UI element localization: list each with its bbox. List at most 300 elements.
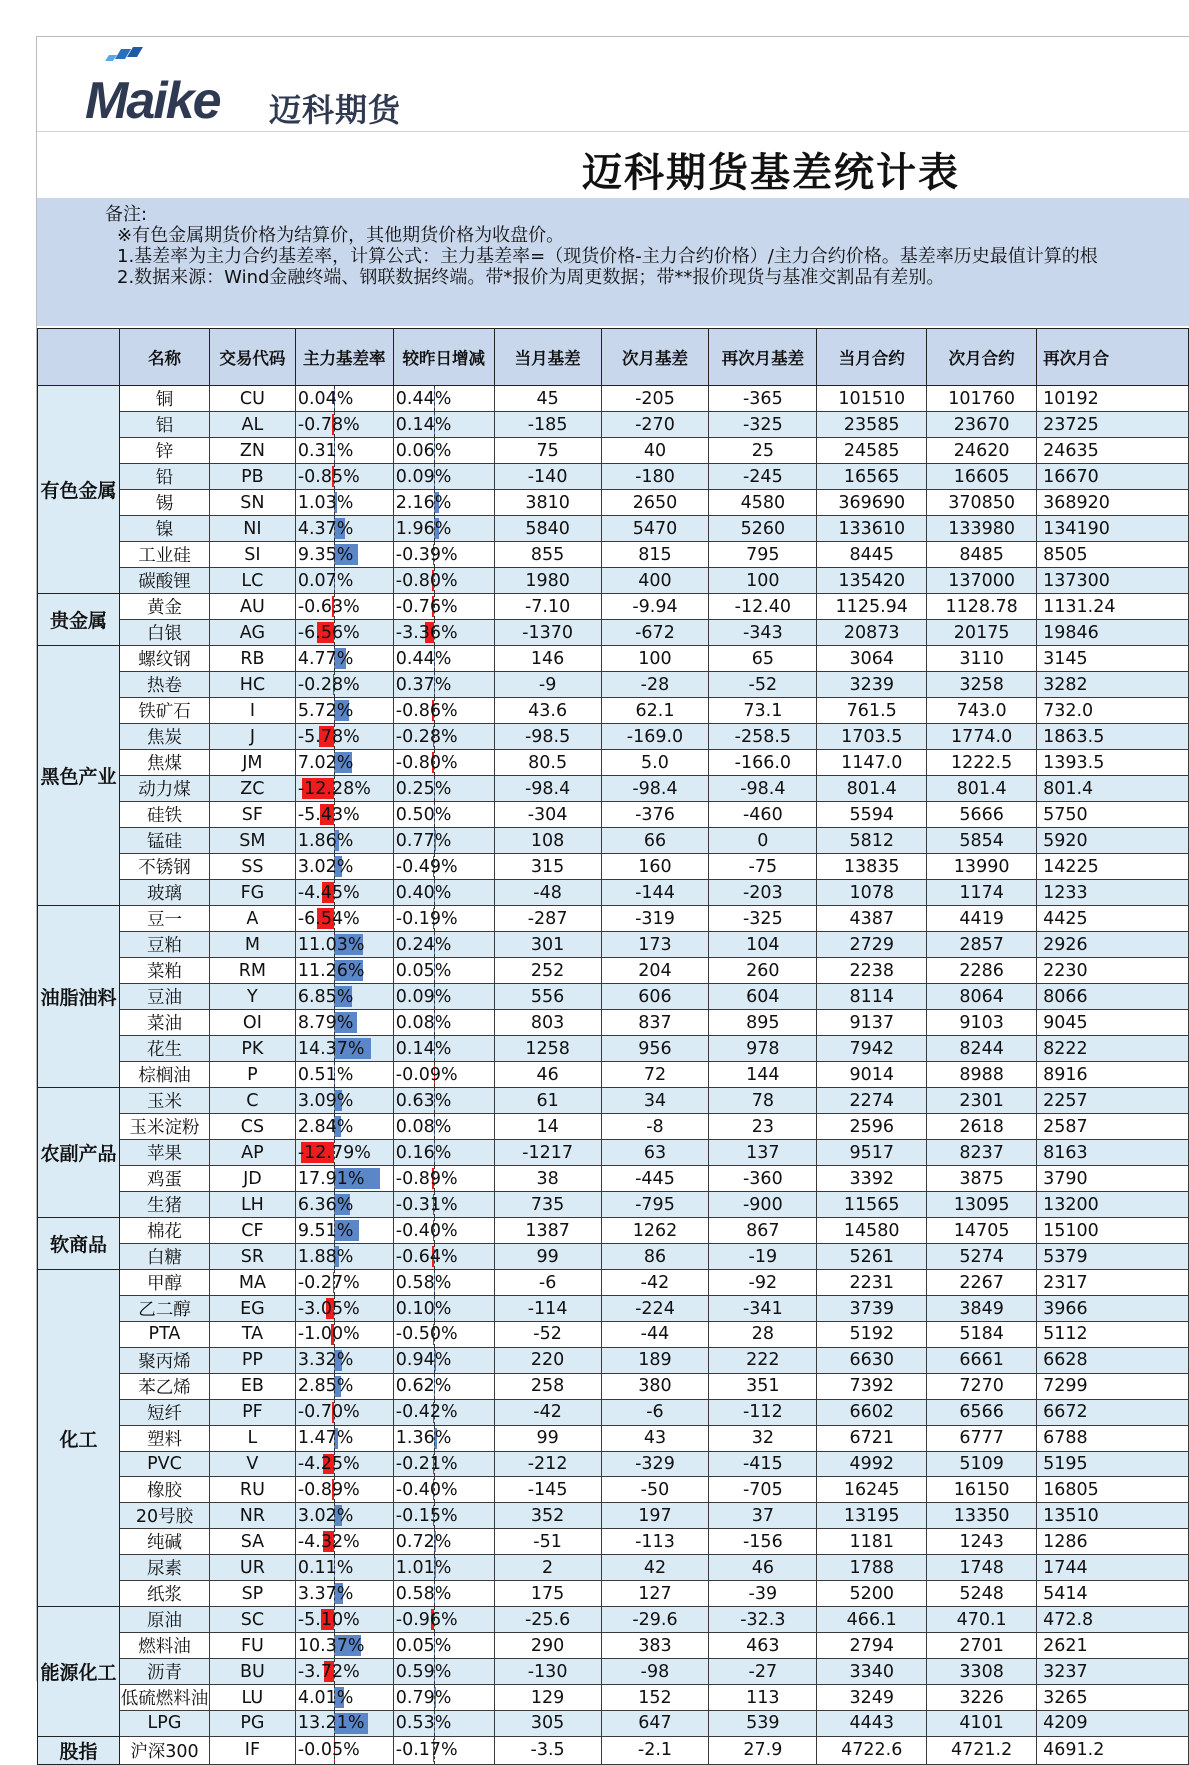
name-cell[interactable]: 白银 [119,620,209,646]
category-cell[interactable]: 贵金属 [38,594,120,646]
name-cell[interactable]: 纯碱 [119,1529,209,1555]
m3-contract-cell[interactable]: 6628 [1037,1347,1189,1373]
m2-basis-cell[interactable]: 42 [601,1555,709,1581]
m2-contract-cell[interactable]: 101760 [927,386,1037,412]
m1-basis-cell[interactable]: -42 [494,1399,601,1425]
change-cell[interactable] [393,1633,494,1659]
m1-contract-cell[interactable]: 2274 [817,1088,927,1114]
m1-contract-cell[interactable]: 133610 [817,516,927,542]
code-cell[interactable]: UR [209,1555,295,1581]
m1-contract-cell[interactable]: 2794 [817,1633,927,1659]
m2-basis-cell[interactable]: -42 [601,1270,709,1296]
name-cell[interactable]: 短纤 [119,1399,209,1425]
m1-contract-cell[interactable]: 135420 [817,568,927,594]
m3-basis-cell[interactable]: -343 [709,620,817,646]
code-cell[interactable]: J [209,724,295,750]
m2-basis-cell[interactable]: 127 [601,1581,709,1607]
change-cell[interactable] [393,776,494,802]
m2-contract-cell[interactable]: 13990 [927,854,1037,880]
m1-basis-cell[interactable]: -51 [494,1529,601,1555]
change-cell[interactable] [393,568,494,594]
m2-basis-cell[interactable]: -98.4 [601,776,709,802]
rate-cell[interactable] [295,1581,393,1607]
name-cell[interactable]: 棕榈油 [119,1062,209,1088]
name-cell[interactable]: 沪深300 [119,1736,209,1764]
change-cell[interactable] [393,802,494,828]
m3-contract-cell[interactable]: 2926 [1037,932,1189,958]
m1-basis-cell[interactable]: 175 [494,1581,601,1607]
m1-contract-cell[interactable]: 6630 [817,1347,927,1373]
m3-basis-cell[interactable]: 23 [709,1114,817,1140]
m1-basis-cell[interactable]: -3.5 [494,1736,601,1764]
m1-basis-cell[interactable]: 1387 [494,1218,601,1244]
m3-contract-cell[interactable]: 5195 [1037,1451,1189,1477]
name-cell[interactable]: LPG [119,1711,209,1737]
m3-contract-cell[interactable]: 2317 [1037,1270,1189,1296]
m2-basis-cell[interactable]: -445 [601,1166,709,1192]
m2-contract-cell[interactable]: 13095 [927,1192,1037,1218]
m1-basis-cell[interactable]: 301 [494,932,601,958]
m3-basis-cell[interactable]: 104 [709,932,817,958]
m2-contract-cell[interactable]: 3308 [927,1659,1037,1685]
m3-contract-cell[interactable]: 3966 [1037,1296,1189,1322]
m1-basis-cell[interactable]: 129 [494,1685,601,1711]
change-cell[interactable] [393,1270,494,1296]
m2-basis-cell[interactable]: -50 [601,1477,709,1503]
m1-contract-cell[interactable]: 4722.6 [817,1736,927,1764]
m3-basis-cell[interactable]: -39 [709,1581,817,1607]
m1-contract-cell[interactable]: 2729 [817,932,927,958]
change-cell[interactable] [393,1296,494,1322]
code-cell[interactable]: Y [209,984,295,1010]
m3-contract-cell[interactable]: 732.0 [1037,698,1189,724]
change-cell[interactable] [393,516,494,542]
m2-contract-cell[interactable]: 8064 [927,984,1037,1010]
m2-contract-cell[interactable]: 5248 [927,1581,1037,1607]
m3-basis-cell[interactable]: -92 [709,1270,817,1296]
change-cell[interactable] [393,438,494,464]
name-cell[interactable]: 铅 [119,464,209,490]
m3-basis-cell[interactable]: 539 [709,1711,817,1737]
name-cell[interactable]: 镍 [119,516,209,542]
name-cell[interactable]: 苯乙烯 [119,1373,209,1399]
m1-contract-cell[interactable]: 5192 [817,1322,927,1348]
m3-contract-cell[interactable]: 8505 [1037,542,1189,568]
m1-contract-cell[interactable]: 6721 [817,1425,927,1451]
code-cell[interactable]: ZN [209,438,295,464]
m1-contract-cell[interactable]: 3249 [817,1685,927,1711]
m2-basis-cell[interactable]: 383 [601,1633,709,1659]
code-cell[interactable]: M [209,932,295,958]
m2-basis-cell[interactable]: 86 [601,1244,709,1270]
m1-contract-cell[interactable]: 14580 [817,1218,927,1244]
m1-basis-cell[interactable]: 2 [494,1555,601,1581]
m3-contract-cell[interactable]: 5920 [1037,828,1189,854]
m1-basis-cell[interactable]: -1217 [494,1140,601,1166]
m2-contract-cell[interactable]: 6566 [927,1399,1037,1425]
rate-cell[interactable] [295,880,393,906]
m2-basis-cell[interactable]: -169.0 [601,724,709,750]
m3-contract-cell[interactable]: 10192 [1037,386,1189,412]
m1-contract-cell[interactable]: 1125.94 [817,594,927,620]
m2-basis-cell[interactable]: 380 [601,1373,709,1399]
m3-contract-cell[interactable]: 472.8 [1037,1607,1189,1633]
change-cell[interactable] [393,386,494,412]
name-cell[interactable]: 黄金 [119,594,209,620]
m3-basis-cell[interactable]: 463 [709,1633,817,1659]
m1-contract-cell[interactable]: 4443 [817,1711,927,1737]
m3-basis-cell[interactable]: -52 [709,672,817,698]
m2-contract-cell[interactable]: 1774.0 [927,724,1037,750]
category-cell[interactable]: 农副产品 [38,1088,120,1218]
rate-cell[interactable] [295,1736,393,1764]
m3-basis-cell[interactable]: 28 [709,1322,817,1348]
m2-basis-cell[interactable]: -205 [601,386,709,412]
m1-basis-cell[interactable]: 5840 [494,516,601,542]
m2-basis-cell[interactable]: 100 [601,646,709,672]
m1-basis-cell[interactable]: -6 [494,1270,601,1296]
m1-basis-cell[interactable]: 290 [494,1633,601,1659]
rate-cell[interactable] [295,932,393,958]
m2-basis-cell[interactable]: 62.1 [601,698,709,724]
m1-contract-cell[interactable]: 2231 [817,1270,927,1296]
code-cell[interactable]: RU [209,1477,295,1503]
m3-contract-cell[interactable]: 15100 [1037,1218,1189,1244]
rate-cell[interactable] [295,1425,393,1451]
m1-basis-cell[interactable]: -185 [494,412,601,438]
m3-basis-cell[interactable]: -12.40 [709,594,817,620]
m2-contract-cell[interactable]: 3258 [927,672,1037,698]
m3-basis-cell[interactable]: 795 [709,542,817,568]
m1-basis-cell[interactable]: -287 [494,906,601,932]
m2-contract-cell[interactable]: 2301 [927,1088,1037,1114]
change-cell[interactable] [393,1399,494,1425]
change-cell[interactable] [393,750,494,776]
m1-basis-cell[interactable]: -48 [494,880,601,906]
m1-basis-cell[interactable]: -304 [494,802,601,828]
name-cell[interactable]: 铜 [119,386,209,412]
code-cell[interactable]: HC [209,672,295,698]
m1-basis-cell[interactable]: 735 [494,1192,601,1218]
m2-basis-cell[interactable]: -795 [601,1192,709,1218]
change-cell[interactable] [393,1347,494,1373]
m3-basis-cell[interactable]: 260 [709,958,817,984]
m2-contract-cell[interactable]: 6661 [927,1347,1037,1373]
m1-contract-cell[interactable]: 16565 [817,464,927,490]
rate-cell[interactable] [295,1192,393,1218]
m3-contract-cell[interactable]: 134190 [1037,516,1189,542]
code-cell[interactable]: BU [209,1659,295,1685]
rate-cell[interactable] [295,438,393,464]
m2-basis-cell[interactable]: -224 [601,1296,709,1322]
m1-contract-cell[interactable]: 7392 [817,1373,927,1399]
m1-basis-cell[interactable]: 99 [494,1244,601,1270]
name-cell[interactable]: 原油 [119,1607,209,1633]
m3-basis-cell[interactable]: -325 [709,412,817,438]
header-cell-m1-contract[interactable]: 当月合约 [817,329,927,386]
m3-contract-cell[interactable]: 3237 [1037,1659,1189,1685]
change-cell[interactable] [393,672,494,698]
m1-basis-cell[interactable]: 99 [494,1425,601,1451]
name-cell[interactable]: 生猪 [119,1192,209,1218]
rate-cell[interactable] [295,1244,393,1270]
m1-contract-cell[interactable]: 4992 [817,1451,927,1477]
m2-contract-cell[interactable]: 370850 [927,490,1037,516]
name-cell[interactable]: 纸浆 [119,1581,209,1607]
header-cell-m2-contract[interactable]: 次月合约 [927,329,1037,386]
m3-basis-cell[interactable]: -415 [709,1451,817,1477]
m2-contract-cell[interactable]: 6777 [927,1425,1037,1451]
code-cell[interactable]: C [209,1088,295,1114]
m2-basis-cell[interactable]: 956 [601,1036,709,1062]
m2-basis-cell[interactable]: 189 [601,1347,709,1373]
m2-contract-cell[interactable]: 5854 [927,828,1037,854]
rate-cell[interactable] [295,1062,393,1088]
m2-basis-cell[interactable]: 160 [601,854,709,880]
m2-contract-cell[interactable]: 2618 [927,1114,1037,1140]
m3-contract-cell[interactable]: 8916 [1037,1062,1189,1088]
m3-basis-cell[interactable]: -341 [709,1296,817,1322]
m1-contract-cell[interactable]: 5812 [817,828,927,854]
code-cell[interactable]: PP [209,1347,295,1373]
code-cell[interactable]: P [209,1062,295,1088]
change-cell[interactable] [393,1451,494,1477]
m2-contract-cell[interactable]: 8244 [927,1036,1037,1062]
rate-cell[interactable] [295,776,393,802]
rate-cell[interactable] [295,906,393,932]
m3-contract-cell[interactable]: 4691.2 [1037,1736,1189,1764]
m2-contract-cell[interactable]: 3110 [927,646,1037,672]
m3-contract-cell[interactable]: 16805 [1037,1477,1189,1503]
code-cell[interactable]: PG [209,1711,295,1737]
code-cell[interactable]: PF [209,1399,295,1425]
m1-basis-cell[interactable]: 46 [494,1062,601,1088]
m2-contract-cell[interactable]: 20175 [927,620,1037,646]
code-cell[interactable]: L [209,1425,295,1451]
name-cell[interactable]: 花生 [119,1036,209,1062]
change-cell[interactable] [393,490,494,516]
m2-contract-cell[interactable]: 5274 [927,1244,1037,1270]
name-cell[interactable]: 20号胶 [119,1503,209,1529]
m1-basis-cell[interactable]: 1258 [494,1036,601,1062]
code-cell[interactable]: SR [209,1244,295,1270]
change-cell[interactable] [393,1425,494,1451]
m2-contract-cell[interactable]: 9103 [927,1010,1037,1036]
code-cell[interactable]: AP [209,1140,295,1166]
m1-basis-cell[interactable]: -25.6 [494,1607,601,1633]
m2-contract-cell[interactable]: 5666 [927,802,1037,828]
m3-contract-cell[interactable]: 4425 [1037,906,1189,932]
m1-contract-cell[interactable]: 3392 [817,1166,927,1192]
m1-basis-cell[interactable]: 61 [494,1088,601,1114]
code-cell[interactable]: LU [209,1685,295,1711]
m2-contract-cell[interactable]: 2857 [927,932,1037,958]
m2-contract-cell[interactable]: 13350 [927,1503,1037,1529]
rate-cell[interactable] [295,1685,393,1711]
change-cell[interactable] [393,1711,494,1737]
change-cell[interactable] [393,620,494,646]
m1-contract-cell[interactable]: 9517 [817,1140,927,1166]
rate-cell[interactable] [295,1399,393,1425]
m2-basis-cell[interactable]: 2650 [601,490,709,516]
m2-contract-cell[interactable]: 470.1 [927,1607,1037,1633]
change-cell[interactable] [393,1685,494,1711]
m1-contract-cell[interactable]: 16245 [817,1477,927,1503]
code-cell[interactable]: PB [209,464,295,490]
m3-basis-cell[interactable]: 137 [709,1140,817,1166]
m1-basis-cell[interactable]: 38 [494,1166,601,1192]
m2-contract-cell[interactable]: 7270 [927,1373,1037,1399]
m3-contract-cell[interactable]: 1863.5 [1037,724,1189,750]
change-cell[interactable] [393,1373,494,1399]
m3-contract-cell[interactable]: 137300 [1037,568,1189,594]
code-cell[interactable]: LH [209,1192,295,1218]
m2-basis-cell[interactable]: -2.1 [601,1736,709,1764]
change-cell[interactable] [393,412,494,438]
category-cell[interactable]: 能源化工 [38,1607,120,1737]
change-cell[interactable] [393,984,494,1010]
code-cell[interactable]: CF [209,1218,295,1244]
rate-cell[interactable] [295,1711,393,1737]
m3-contract-cell[interactable]: 8163 [1037,1140,1189,1166]
m3-contract-cell[interactable]: 24635 [1037,438,1189,464]
m1-contract-cell[interactable]: 466.1 [817,1607,927,1633]
change-cell[interactable] [393,542,494,568]
m2-basis-cell[interactable]: 815 [601,542,709,568]
m3-basis-cell[interactable]: 73.1 [709,698,817,724]
m2-basis-cell[interactable]: -270 [601,412,709,438]
m3-contract-cell[interactable]: 23725 [1037,412,1189,438]
rate-cell[interactable] [295,1322,393,1348]
m2-contract-cell[interactable]: 4419 [927,906,1037,932]
name-cell[interactable]: 工业硅 [119,542,209,568]
name-cell[interactable]: 聚丙烯 [119,1347,209,1373]
m1-contract-cell[interactable]: 1703.5 [817,724,927,750]
rate-cell[interactable] [295,1114,393,1140]
change-cell[interactable] [393,1010,494,1036]
name-cell[interactable]: 菜粕 [119,958,209,984]
header-cell-m1-basis[interactable]: 当月基差 [494,329,601,386]
change-cell[interactable] [393,1218,494,1244]
header-cell-change[interactable]: 较昨日增减 [393,329,494,386]
rate-cell[interactable] [295,1036,393,1062]
m1-basis-cell[interactable]: 14 [494,1114,601,1140]
code-cell[interactable]: AU [209,594,295,620]
m3-contract-cell[interactable]: 5414 [1037,1581,1189,1607]
rate-cell[interactable] [295,1529,393,1555]
m1-contract-cell[interactable]: 8114 [817,984,927,1010]
name-cell[interactable]: 豆一 [119,906,209,932]
code-cell[interactable]: FG [209,880,295,906]
m1-basis-cell[interactable]: 80.5 [494,750,601,776]
m2-basis-cell[interactable]: -180 [601,464,709,490]
m2-basis-cell[interactable]: 40 [601,438,709,464]
m2-contract-cell[interactable]: 1222.5 [927,750,1037,776]
m3-contract-cell[interactable]: 4209 [1037,1711,1189,1737]
m1-basis-cell[interactable]: -52 [494,1322,601,1348]
m2-basis-cell[interactable]: -144 [601,880,709,906]
m1-contract-cell[interactable]: 5594 [817,802,927,828]
m1-basis-cell[interactable]: 315 [494,854,601,880]
m3-contract-cell[interactable]: 5750 [1037,802,1189,828]
m1-contract-cell[interactable]: 9014 [817,1062,927,1088]
name-cell[interactable]: 锰硅 [119,828,209,854]
category-cell[interactable]: 软商品 [38,1218,120,1270]
name-cell[interactable]: 不锈钢 [119,854,209,880]
m2-contract-cell[interactable]: 133980 [927,516,1037,542]
code-cell[interactable]: RB [209,646,295,672]
name-cell[interactable]: 沥青 [119,1659,209,1685]
rate-cell[interactable] [295,568,393,594]
m1-contract-cell[interactable]: 5261 [817,1244,927,1270]
header-cell-m3-contract[interactable]: 再次月合 [1037,329,1189,386]
m1-basis-cell[interactable]: -212 [494,1451,601,1477]
change-cell[interactable] [393,724,494,750]
m1-basis-cell[interactable]: 45 [494,386,601,412]
m3-contract-cell[interactable]: 3265 [1037,1685,1189,1711]
code-cell[interactable]: A [209,906,295,932]
m2-contract-cell[interactable]: 801.4 [927,776,1037,802]
name-cell[interactable]: PTA [119,1322,209,1348]
code-cell[interactable]: RM [209,958,295,984]
category-cell[interactable]: 黑色产业 [38,646,120,906]
code-cell[interactable]: LC [209,568,295,594]
name-cell[interactable]: 热卷 [119,672,209,698]
name-cell[interactable]: 低硫燃料油 [119,1685,209,1711]
rate-cell[interactable] [295,646,393,672]
name-cell[interactable]: 燃料油 [119,1633,209,1659]
rate-cell[interactable] [295,1373,393,1399]
code-cell[interactable]: NR [209,1503,295,1529]
m2-basis-cell[interactable]: -44 [601,1322,709,1348]
name-cell[interactable]: 菜油 [119,1010,209,1036]
code-cell[interactable]: ZC [209,776,295,802]
m3-contract-cell[interactable]: 16670 [1037,464,1189,490]
code-cell[interactable]: V [209,1451,295,1477]
m2-contract-cell[interactable]: 1748 [927,1555,1037,1581]
m2-contract-cell[interactable]: 8988 [927,1062,1037,1088]
m1-basis-cell[interactable]: -114 [494,1296,601,1322]
m3-basis-cell[interactable]: 100 [709,568,817,594]
m3-contract-cell[interactable]: 1233 [1037,880,1189,906]
code-cell[interactable]: EB [209,1373,295,1399]
m1-basis-cell[interactable]: -1370 [494,620,601,646]
code-cell[interactable]: EG [209,1296,295,1322]
m1-contract-cell[interactable]: 801.4 [817,776,927,802]
m1-basis-cell[interactable]: 258 [494,1373,601,1399]
m3-basis-cell[interactable]: -258.5 [709,724,817,750]
code-cell[interactable]: SC [209,1607,295,1633]
m2-contract-cell[interactable]: 8485 [927,542,1037,568]
m3-contract-cell[interactable]: 5112 [1037,1322,1189,1348]
m2-contract-cell[interactable]: 2286 [927,958,1037,984]
m3-basis-cell[interactable]: -900 [709,1192,817,1218]
m3-basis-cell[interactable]: 144 [709,1062,817,1088]
name-cell[interactable]: 玉米 [119,1088,209,1114]
m1-basis-cell[interactable]: -130 [494,1659,601,1685]
rate-cell[interactable] [295,594,393,620]
m1-basis-cell[interactable]: -145 [494,1477,601,1503]
name-cell[interactable]: 尿素 [119,1555,209,1581]
name-cell[interactable]: 玻璃 [119,880,209,906]
rate-cell[interactable] [295,984,393,1010]
m2-contract-cell[interactable]: 5184 [927,1322,1037,1348]
category-cell[interactable]: 化工 [38,1270,120,1607]
m1-basis-cell[interactable]: 803 [494,1010,601,1036]
rate-cell[interactable] [295,698,393,724]
name-cell[interactable]: 橡胶 [119,1477,209,1503]
name-cell[interactable]: PVC [119,1451,209,1477]
